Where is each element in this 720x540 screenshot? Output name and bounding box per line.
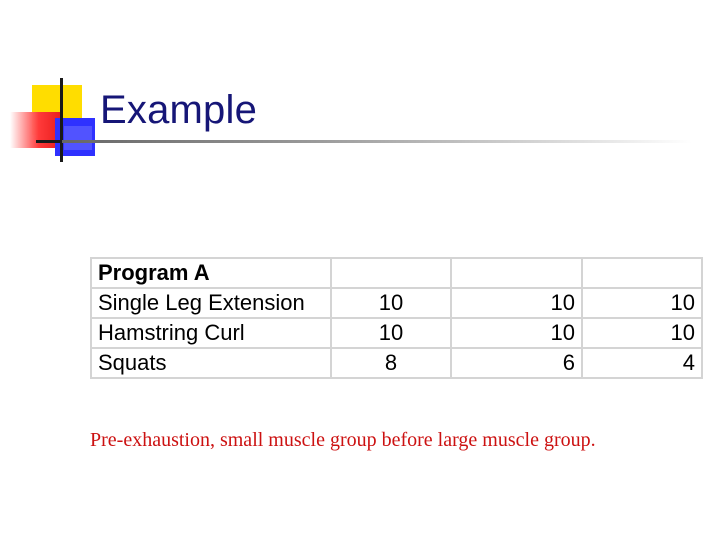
blue-highlight-decoration [64, 126, 92, 150]
table-row [91, 288, 702, 318]
value-cell: 6 [451, 348, 582, 378]
vertical-line-decoration [60, 78, 63, 162]
value-cell: 10 [331, 288, 451, 318]
value-cell: 10 [451, 318, 582, 348]
value-cell: 10 [451, 288, 582, 318]
value-cell: 10 [331, 318, 451, 348]
slide-title: Example [100, 88, 258, 132]
table-cell [331, 258, 451, 288]
value-cell: 10 [582, 318, 702, 348]
program-table [90, 257, 703, 379]
table-row [91, 348, 702, 378]
table-cell [451, 258, 582, 288]
corner-decoration [0, 0, 110, 170]
table-header-cell: Program A [91, 258, 331, 288]
table-header-row [91, 258, 702, 288]
table-cell [582, 258, 702, 288]
table-row [91, 318, 702, 348]
title-underline [62, 140, 692, 143]
value-cell: 8 [331, 348, 451, 378]
exercise-cell: Squats [91, 348, 331, 378]
exercise-cell: Hamstring Curl [91, 318, 331, 348]
value-cell: 4 [582, 348, 702, 378]
value-cell: 10 [582, 288, 702, 318]
exercise-cell: Single Leg Extension [91, 288, 331, 318]
note-text: Pre-exhaustion, small muscle group before large muscle group. [90, 429, 596, 451]
